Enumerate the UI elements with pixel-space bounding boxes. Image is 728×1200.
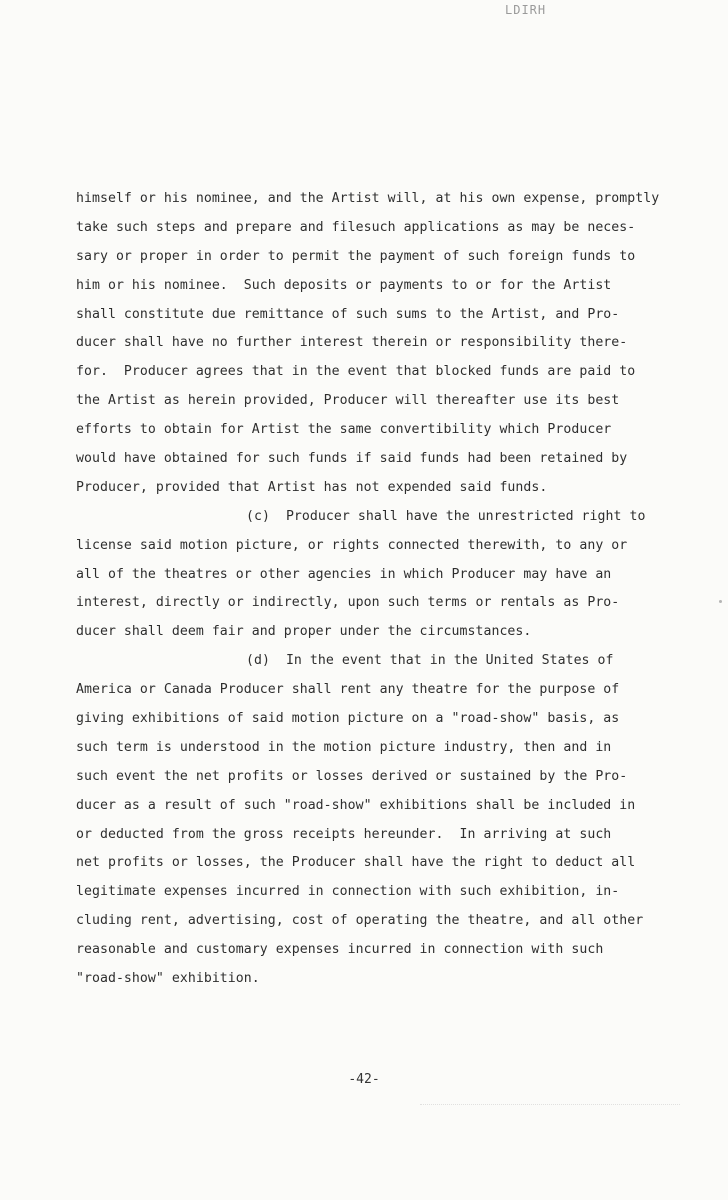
- paragraph-c-start: (c) Producer shall have the unrestricted right to: [246, 508, 646, 524]
- text-line: ducer shall deem fair and proper under the circumstances.: [76, 624, 532, 640]
- text-line: such term is understood in the motion picture industry, then and in: [76, 739, 612, 755]
- text-line: cluding rent, advertising, cost of operating the theatre, and all other: [76, 913, 644, 929]
- text-line: take such steps and prepare and filesuch applications as may be neces-: [76, 219, 636, 235]
- text-line: America or Canada Producer shall rent any theatre for the purpose of: [76, 682, 620, 698]
- paragraph-d-start: (d) In the event that in the United States of: [246, 653, 614, 669]
- text-line: license said motion picture, or rights connected therewith, to any or: [76, 537, 628, 553]
- page-number: -42-: [348, 1072, 380, 1087]
- text-line: would have obtained for such funds if said funds had been retained by: [76, 451, 628, 467]
- text-line: Producer, provided that Artist has not expended said funds.: [76, 479, 548, 495]
- text-line: such event the net profits or losses derived or sustained by the Pro-: [76, 768, 628, 784]
- text-line: sary or proper in order to permit the payment of such foreign funds to: [76, 248, 636, 264]
- text-line: efforts to obtain for Artist the same convertibility which Producer: [76, 422, 612, 438]
- text-line: him or his nominee. Such deposits or payments to or for the Artist: [76, 277, 612, 293]
- text-line: net profits or losses, the Producer shall have the right to deduct all: [76, 855, 636, 871]
- text-line: for. Producer agrees that in the event that blocked funds are paid to: [76, 364, 636, 380]
- text-line: or deducted from the gross receipts hereunder. In arriving at such: [76, 826, 612, 842]
- text-line: ducer shall have no further interest therein or responsibility there-: [76, 335, 628, 351]
- text-line: all of the theatres or other agencies in which Producer may have an: [76, 566, 612, 582]
- text-line: reasonable and customary expenses incurred in connection with such: [76, 942, 604, 958]
- body-text: [76, 185, 706, 994]
- text-line: interest, directly or indirectly, upon such terms or rentals as Pro-: [76, 595, 620, 611]
- text-line: shall constitute due remittance of such sums to the Artist, and Pro-: [76, 306, 620, 322]
- text-line: "road-show" exhibition.: [76, 971, 260, 987]
- scan-mark: [719, 600, 722, 603]
- text-line: the Artist as herein provided, Producer will thereafter use its best: [76, 393, 620, 409]
- scan-speckle: [420, 1104, 680, 1109]
- text-line: legitimate expenses incurred in connection with such exhibition, in-: [76, 884, 620, 900]
- text-line: himself or his nominee, and the Artist will, at his own expense, promptly: [76, 191, 660, 206]
- header-stamp: LDIRH: [505, 3, 547, 17]
- text-line: ducer as a result of such "road-show" exhibitions shall be included in: [76, 797, 636, 813]
- text-line: giving exhibitions of said motion picture on a "road-show" basis, as: [76, 711, 620, 727]
